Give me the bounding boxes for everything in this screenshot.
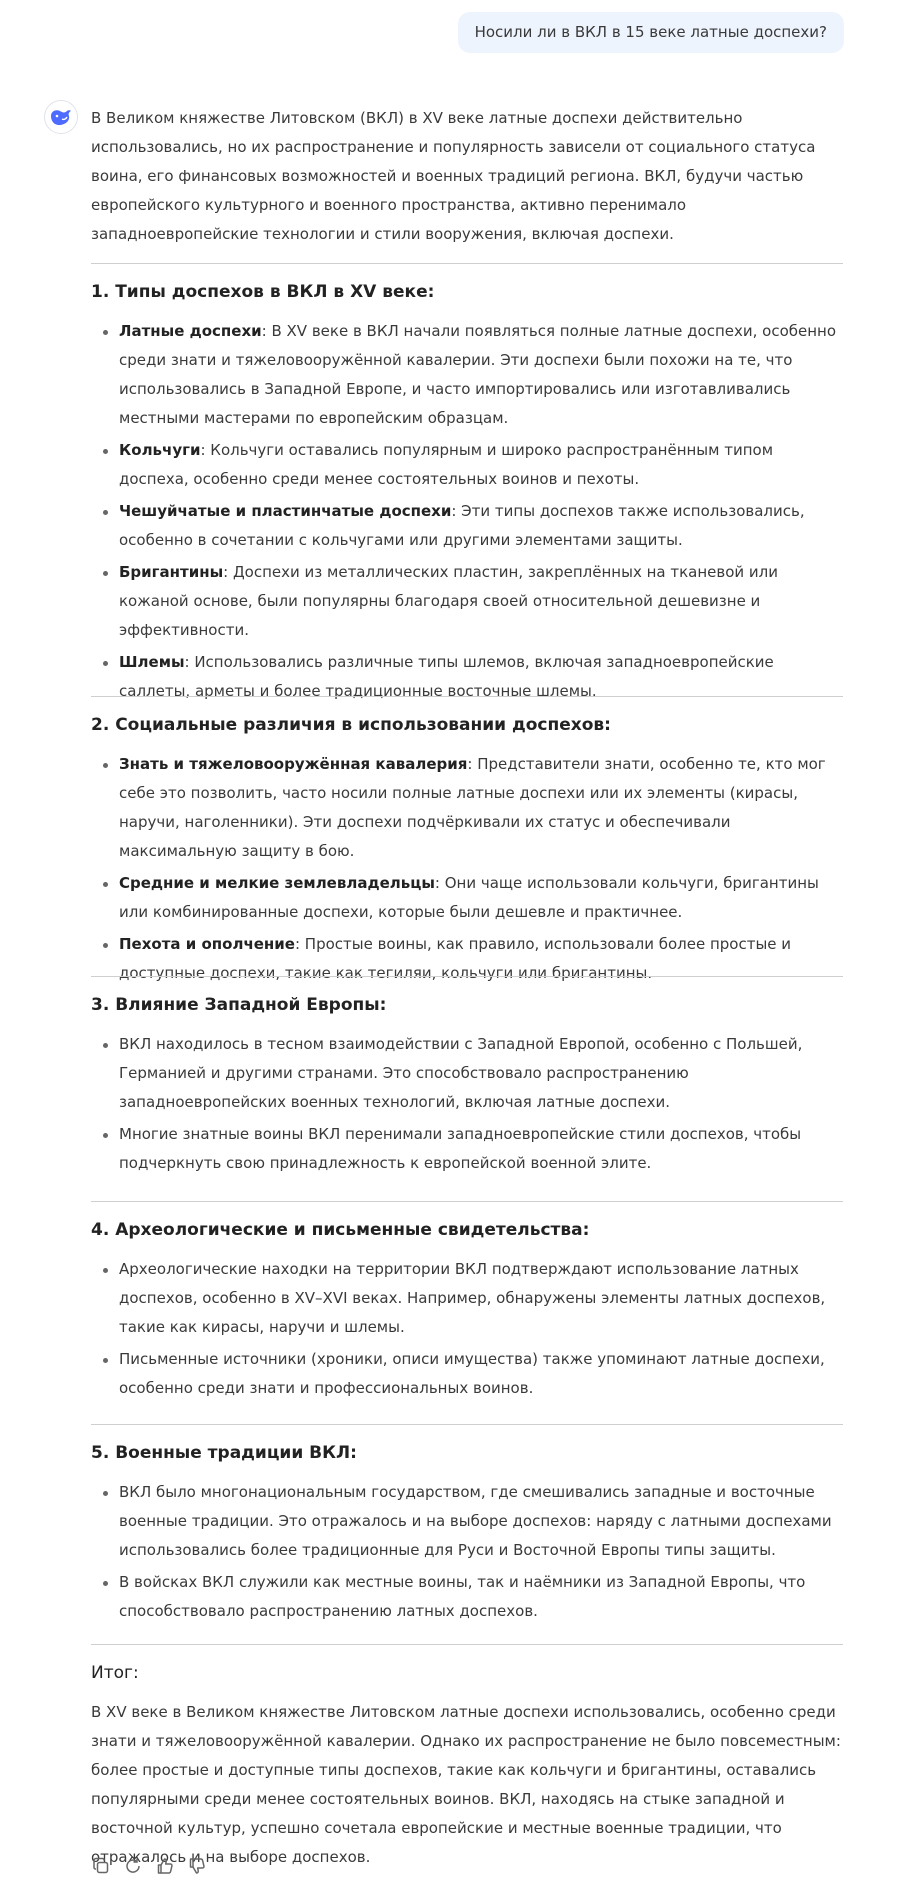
section-1 [91,279,843,709]
list-item: Многие знатные воины ВКЛ перенимали западноевропейские стили доспехов, чтобы подчеркнуть свою принадлежность к европейской военной элите. [91,1120,843,1178]
thumbs-up-icon [156,1857,174,1875]
list-item: Археологические находки на территории ВКЛ подтверждают использование латных доспехов, особенно в XV–XVI веках. Например, обнаружены элементы латных доспехов, такие как кирасы, наручи и шлемы. [91,1255,843,1342]
divider [91,1644,843,1645]
list-item: ВКЛ находилось в тесном взаимодействии с Западной Европой, особенно с Польшей, Германией и другими странами. Это способствовало распространению западноевропейских военных технологий, включая латные доспехи. [91,1030,843,1117]
section-3 [91,992,843,1181]
section-title: 1. Типы доспехов в ВКЛ в XV веке: [91,282,435,302]
list-item: Пехота и ополчение: Простые воины, как правило, использовали более простые и доступные доспехи, такие как тегиляи, кольчуги или бригантины. [91,930,843,988]
section-list [91,750,843,988]
list-item: Шлемы: Использовались различные типы шлемов, включая западноевропейские саллеты, арметы и более традиционные восточные шлемы. [91,648,843,706]
intro-paragraph: В Великом княжестве Литовском (ВКЛ) в XV веке латные доспехи действительно использовались, но их распространение и популярность зависели от социального статуса воина, его финансовых возможностей и военных традиций региона. ВКЛ, будучи частью европейского культурного и военного пространства, активно перенимало западноевропейские технологии и стили вооружения, включая доспехи. [91,109,816,243]
section-list [91,1030,843,1178]
divider [91,1424,843,1425]
copy-icon [92,1857,110,1875]
section-4 [91,1217,843,1406]
section-title: 3. Влияние Западной Европы: [91,995,387,1015]
whale-logo-icon [49,107,73,127]
list-item: Знать и тяжеловооружённая кавалерия: Представители знати, особенно те, кто мог себе это позволить, часто носили полные латные доспехи или их элементы (кирасы, наручи, наголенники). Эти доспехи подчёркивали их статус и обеспечивали максимальную защиту в бою. [91,750,843,866]
divider [91,696,843,697]
divider [91,976,843,977]
copy-button[interactable] [90,1855,112,1877]
message-actions [90,1855,208,1877]
like-button[interactable] [154,1855,176,1877]
divider [91,1201,843,1202]
section-list [91,317,843,706]
dislike-button[interactable] [186,1855,208,1877]
thumbs-down-icon [188,1857,206,1875]
list-item: ВКЛ было многонациональным государством, где смешивались западные и восточные военные традиции. Это отражалось и на выборе доспехов: наряду с латными доспехами использовались более традиционные для Руси и Восточной Европы типы защиты. [91,1478,843,1565]
user-message-row [458,12,844,53]
section-list [91,1255,843,1403]
section-5 [91,1440,843,1629]
list-item: Кольчуги: Кольчуги оставались популярным и широко распространённым типом доспеха, особенно среди менее состоятельных воинов и пехоты. [91,436,843,494]
list-item: Бригантины: Доспехи из металлических пластин, закреплённых на тканевой или кожаной основе, были популярны благодаря своей относительной дешевизне и эффективности. [91,558,843,645]
user-message: Носили ли в ВКЛ в 15 веке латные доспехи? [458,12,844,53]
regenerate-icon [124,1857,142,1875]
section-title: 2. Социальные различия в использовании доспехов: [91,715,611,735]
regenerate-button[interactable] [122,1855,144,1877]
section-title: 5. Военные традиции ВКЛ: [91,1443,357,1463]
section-2 [91,712,843,991]
list-item: В войсках ВКЛ служили как местные воины, так и наёмники из Западной Европы, что способствовало распространению латных доспехов. [91,1568,843,1626]
summary-title: Итог: [91,1663,139,1683]
list-item: Средние и мелкие землевладельцы: Они чаще использовали кольчуги, бригантины или комбинированные доспехи, которые были дешевле и практичнее. [91,869,843,927]
list-item: Чешуйчатые и пластинчатые доспехи: Эти типы доспехов также использовались, особенно в сочетании с кольчугами или другими элементами защиты. [91,497,843,555]
divider [91,263,843,264]
section-list [91,1478,843,1626]
intro-block [91,104,843,249]
list-item: Латные доспехи: В XV веке в ВКЛ начали появляться полные латные доспехи, особенно среди знати и тяжеловооружённой кавалерии. Эти доспехи были похожи на те, что использовались в Западной Европе, и часто импортировались или изготавливались местными мастерами по европейским образцам. [91,317,843,433]
list-item: Письменные источники (хроники, описи имущества) также упоминают латные доспехи, особенно среди знати и профессиональных воинов. [91,1345,843,1403]
assistant-avatar [44,100,78,134]
section-title: 4. Археологические и письменные свидетельства: [91,1220,590,1240]
summary-paragraph: В XV веке в Великом княжестве Литовском латные доспехи использовались, особенно среди знати и тяжеловооружённой кавалерии. Однако их распространение не было повсеместным: более простые и доступные типы доспехов, такие как кольчуги и бригантины, оставались популярными среди менее состоятельных воинов. ВКЛ, находясь на стыке западной и восточной культур, успешно сочетала европейские и местные военные традиции, что отражалось и на выборе доспехов. [91,1703,841,1866]
summary-block [91,1660,843,1872]
